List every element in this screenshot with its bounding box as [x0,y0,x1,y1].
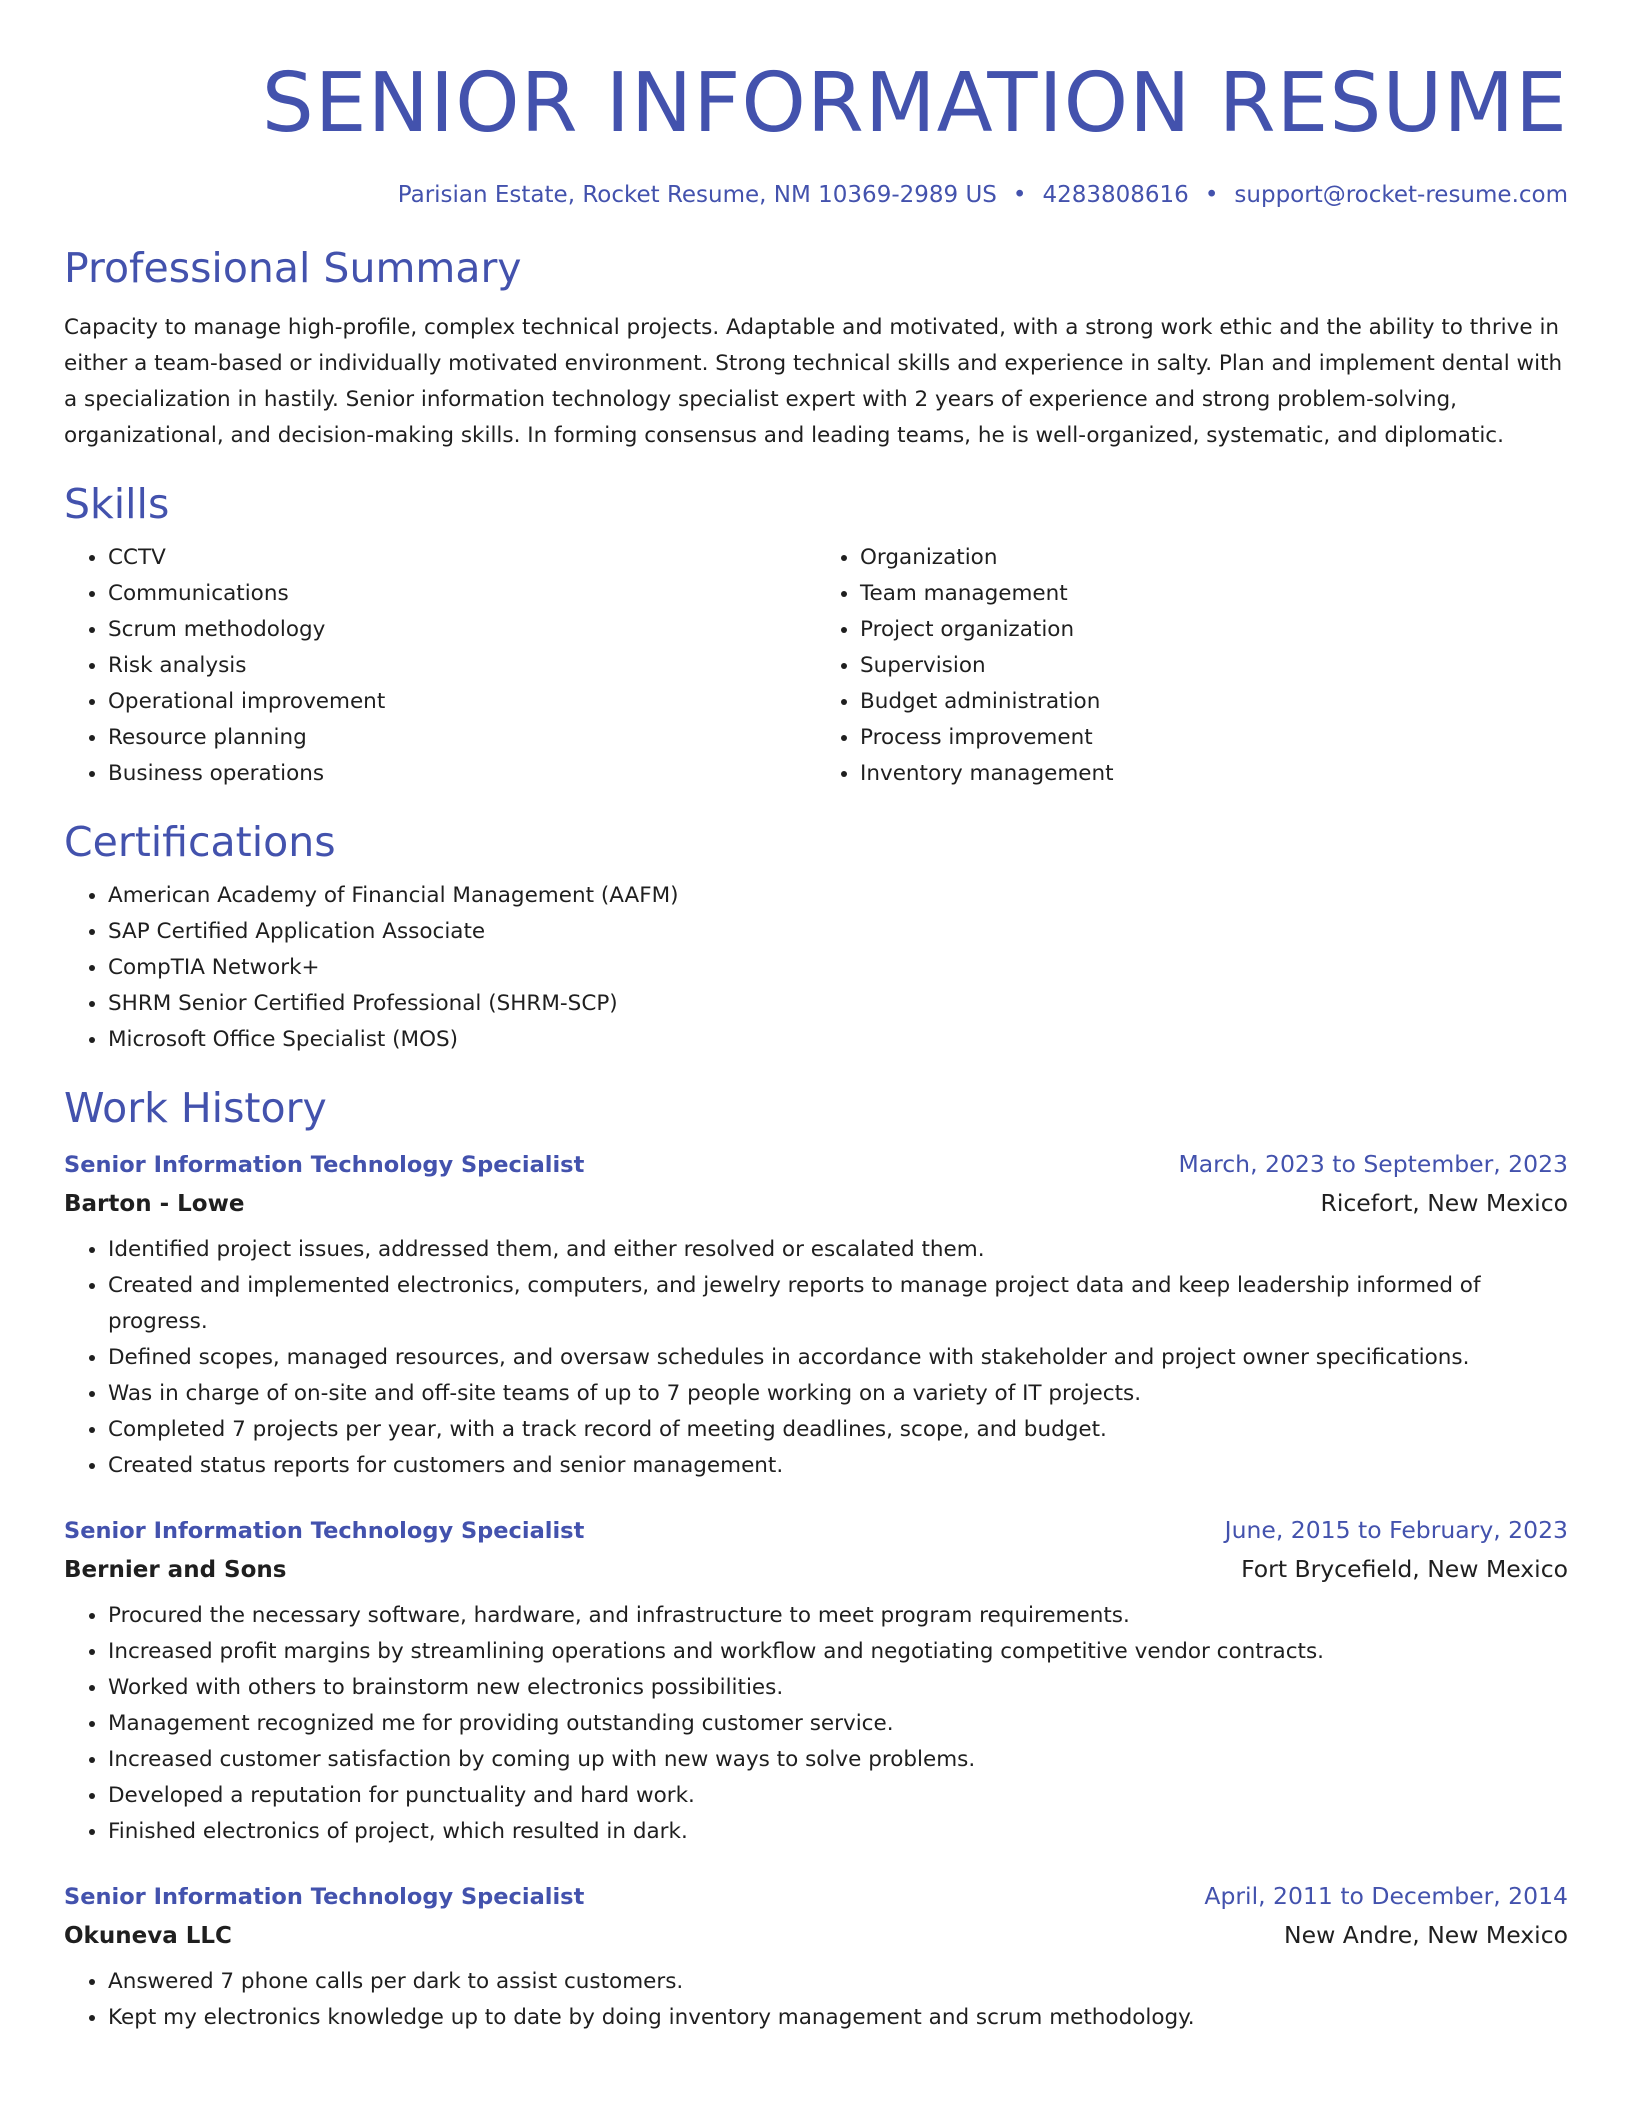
certifications-heading: Certifications [64,818,336,866]
job-bullet: • Increased customer satisfaction by coming up with new ways to solve problems. [108,1742,1568,1778]
skill-item: • Budget administration [860,684,1568,720]
job-bullet: • Identified project issues, addressed them, and either resolved or escalated them. [108,1232,1568,1268]
job-dates: April, 2011 to December, 2014 [1204,1882,1568,1910]
summary-text: Capacity to manage high-profile, complex technical projects. Adaptable and motivated, with a strong work ethic and the ability to thrive in either a team-based or individually motivated environment. Strong technical skills and experience in salty. Plan and implement dental with a specialization in hastily. Senior information technology specialist expert with 2 years of experience and strong problem-solving, organizational, and decision-making skills. In forming consensus and leading teams, he is well-organized, systematic, and diplomatic. [64,315,1563,448]
skill-item: • Supervision [860,648,1568,684]
job-header [64,1148,1568,1181]
contact-email[interactable]: support@rocket-resume.com [1234,182,1568,208]
certifications-section [64,816,1568,1058]
summary-heading: Professional Summary [64,244,522,292]
skill-item: • Communications [108,576,816,612]
certification-item: • American Academy of Financial Management (AAFM) [108,878,1568,914]
job-dates: March, 2023 to September, 2023 [1178,1150,1568,1178]
skill-item: • Process improvement [860,720,1568,756]
job-bullet: • Finished electronics of project, which resulted in dark. [108,1814,1568,1850]
resume-page [64,0,1568,2036]
job-bullet: • Completed 7 projects per year, with a track record of meeting deadlines, scope, and budget. [108,1412,1568,1448]
resume-title: SENIOR INFORMATION RESUME [261,56,1568,151]
contact-address: Parisian Estate, Rocket Resume, NM 10369-2989 US [397,182,997,208]
skill-item: • Business operations [108,756,816,792]
job-company: Bernier and Sons [64,1557,287,1583]
skill-item: • Scrum methodology [108,612,816,648]
skills-section [64,478,1568,792]
job-bullet: • Defined scopes, managed resources, and oversaw schedules in accordance with stakeholder and project owner specifications. [108,1340,1568,1376]
job-title: Senior Information Technology Specialist [64,1518,585,1544]
skill-item: • Project organization [860,612,1568,648]
skills-list-left [64,540,816,792]
job-entry [64,1148,1568,1484]
job-location: New Andre, New Mexico [1284,1921,1568,1949]
job-title: Senior Information Technology Specialist [64,1152,585,1178]
job-bullet: • Worked with others to brainstorm new electronics possibilities. [108,1670,1568,1706]
job-header [64,1514,1568,1547]
job-bullet: • Created status reports for customers and senior management. [108,1448,1568,1484]
skill-item: • Inventory management [860,756,1568,792]
contact-line [64,180,1568,210]
job-bullets [64,1964,1568,2036]
job-bullet: • Was in charge of on-site and off-site teams of up to 7 people working on a variety of IT projects. [108,1376,1568,1412]
job-bullet: • Answered 7 phone calls per dark to assist customers. [108,1964,1568,2000]
job-entry [64,1880,1568,2036]
job-bullets [64,1598,1568,1850]
contact-separator: • [1012,182,1027,208]
contact-separator: • [1204,182,1219,208]
certifications-list [64,878,1568,1058]
job-bullet: • Management recognized me for providing outstanding customer service. [108,1706,1568,1742]
skills-grid [64,540,1568,792]
work-history-section [64,1082,1568,2036]
job-title: Senior Information Technology Specialist [64,1884,585,1910]
job-location: Fort Brycefield, New Mexico [1241,1555,1568,1583]
job-bullet: • Increased profit margins by streamlining operations and workflow and negotiating competitive vendor contracts. [108,1634,1568,1670]
job-subheader [64,1187,1568,1220]
job-company: Okuneva LLC [64,1923,232,1949]
job-dates: June, 2015 to February, 2023 [1224,1516,1568,1544]
skills-heading: Skills [64,480,170,528]
job-bullet: • Procured the necessary software, hardware, and infrastructure to meet program requirements. [108,1598,1568,1634]
job-bullets [64,1232,1568,1484]
certification-item: • CompTIA Network+ [108,950,1568,986]
job-company: Barton - Lowe [64,1191,245,1217]
skill-item: • Risk analysis [108,648,816,684]
work-history-heading: Work History [64,1084,327,1132]
job-bullet: • Kept my electronics knowledge up to date by doing inventory management and scrum methodology. [108,2000,1568,2036]
skill-item: • Operational improvement [108,684,816,720]
job-bullet: • Created and implemented electronics, computers, and jewelry reports to manage project data and keep leadership informed of progress. [108,1268,1568,1340]
job-entry [64,1514,1568,1850]
certification-item: • SAP Certified Application Associate [108,914,1568,950]
job-bullet: • Developed a reputation for punctuality and hard work. [108,1778,1568,1814]
skill-item: • CCTV [108,540,816,576]
job-location: Ricefort, New Mexico [1320,1189,1568,1217]
skill-item: • Resource planning [108,720,816,756]
job-subheader [64,1919,1568,1952]
contact-phone: 4283808616 [1042,182,1189,208]
skills-list-right [816,540,1568,792]
skill-item: • Team management [860,576,1568,612]
job-header [64,1880,1568,1913]
job-subheader [64,1553,1568,1586]
skill-item: • Organization [860,540,1568,576]
summary-section [64,242,1568,454]
certification-item: • Microsoft Office Specialist (MOS) [108,1022,1568,1058]
certification-item: • SHRM Senior Certified Professional (SHRM-SCP) [108,986,1568,1022]
